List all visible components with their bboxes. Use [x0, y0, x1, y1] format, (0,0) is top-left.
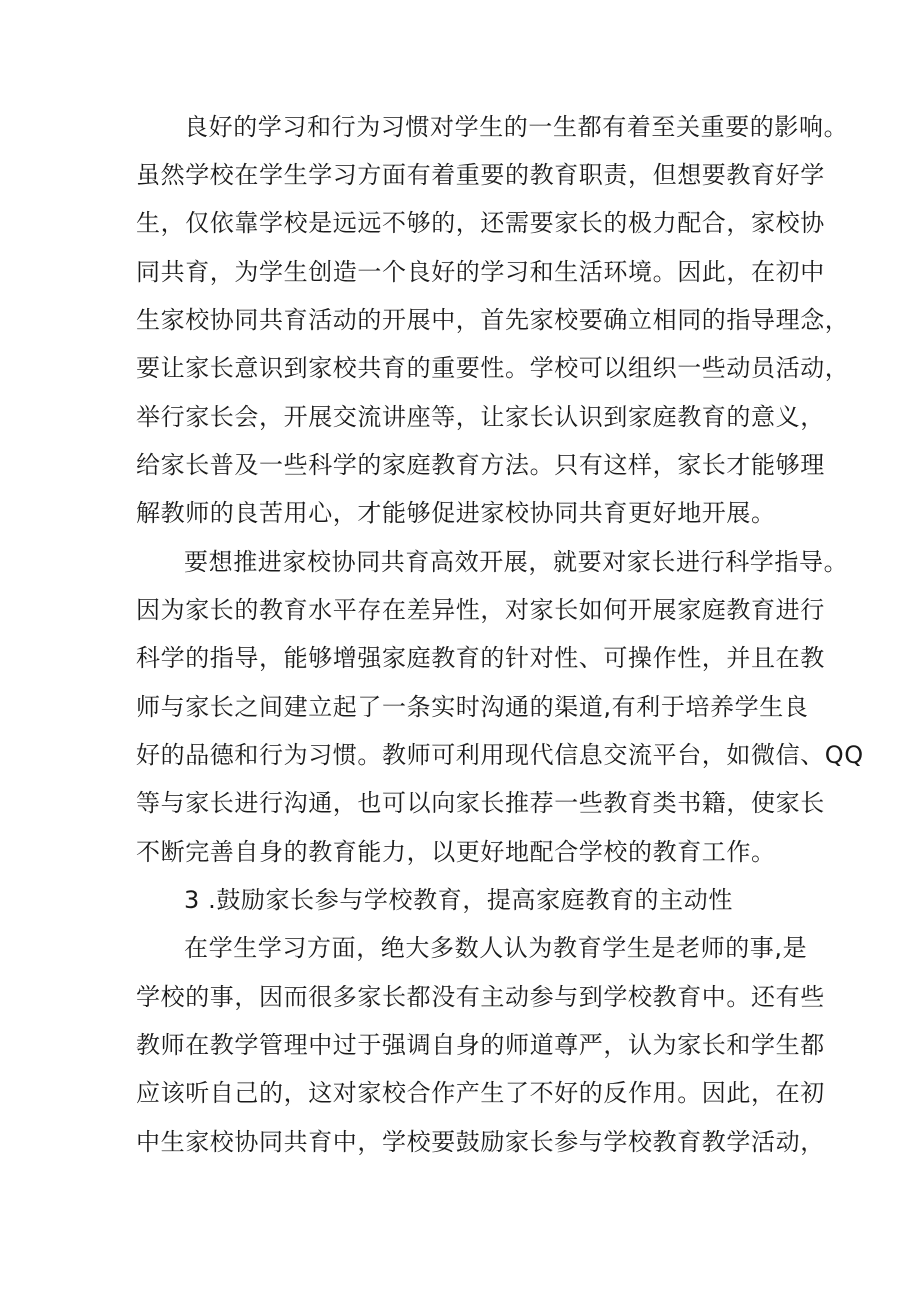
paragraph-1-line-9: 解教师的良苦用心，才能够促进家校协同共育更好地开展。	[136, 499, 776, 527]
paragraph-1-line-8: 给家长普及一些科学的家庭教育方法。只有这样，家长才能够理	[136, 451, 825, 479]
paragraph-3-line-1: 在学生学习方面，绝大多数人认为教育学生是老师的事,是	[184, 934, 808, 962]
paragraph-1-line-1: 良好的学习和行为习惯对学生的一生都有着至关重要的影响。	[184, 113, 849, 141]
paragraph-1-line-3: 生，仅依靠学校是远远不够的，还需要家长的极力配合，家校协	[136, 209, 825, 237]
paragraph-3-line-4: 应该听自己的，这对家校合作产生了不好的反作用。因此，在初	[136, 1079, 825, 1107]
paragraph-1-line-4: 同共育，为学生创造一个良好的学习和生活环境。因此，在初中	[136, 258, 825, 286]
paragraph-1-line-5: 生家校协同共育活动的开展中，首先家校要确立相同的指导理念，	[136, 306, 850, 334]
paragraph-1-line-7: 举行家长会，开展交流讲座等，让家长认识到家庭教育的意义，	[136, 403, 825, 431]
paragraph-2-line-2: 因为家长的教育水平存在差异性，对家长如何开展家庭教育进行	[136, 596, 825, 624]
paragraph-2-line-6: 等与家长进行沟通，也可以向家长推荐一些教育类书籍，使家长	[136, 789, 825, 817]
paragraph-3-line-5: 中生家校协同共育中，学校要鼓励家长参与学校教育教学活动，	[136, 1128, 825, 1156]
paragraph-2-line-1: 要想推进家校协同共育高效开展，就要对家长进行科学指导。	[184, 548, 849, 576]
paragraph-3-line-3: 教师在教学管理中过于强调自身的师道尊严，认为家长和学生都	[136, 1031, 825, 1059]
paragraph-1-line-6: 要让家长意识到家校共育的重要性。学校可以组织一些动员活动，	[136, 354, 850, 382]
paragraph-2-line-4: 师与家长之间建立起了一条实时沟通的渠道,有利于培养学生良	[136, 693, 809, 721]
paragraph-3-line-2: 学校的事，因而很多家长都没有主动参与到学校教育中。还有些	[136, 983, 825, 1011]
paragraph-1-line-2: 虽然学校在学生学习方面有着重要的教育职责，但想要教育好学	[136, 161, 825, 189]
paragraph-2-line-3: 科学的指导，能够增强家庭教育的针对性、可操作性，并且在教	[136, 644, 825, 672]
paragraph-2-line-7: 不断完善自身的教育能力，以更好地配合学校的教育工作。	[136, 838, 776, 866]
section-heading: 3 .鼓励家长参与学校教育，提高家庭教育的主动性	[184, 886, 733, 914]
paragraph-2-line-5: 好的品德和行为习惯。教师可利用现代信息交流平台，如微信、QQ	[136, 741, 864, 769]
